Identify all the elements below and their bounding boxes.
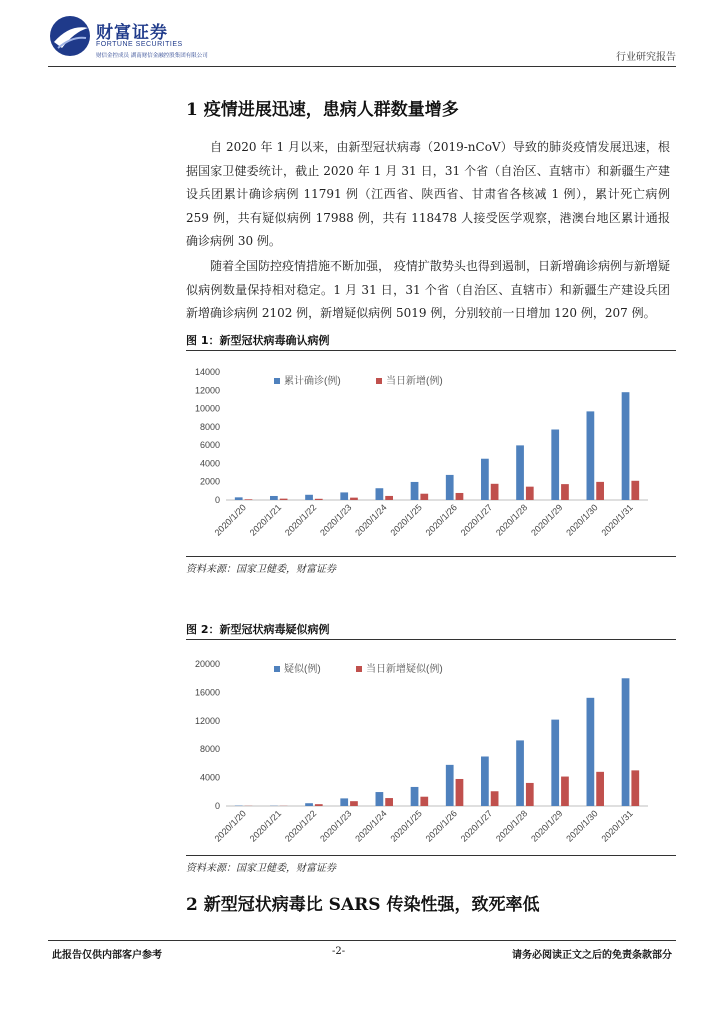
x-tick-label: 2020/1/22 [282, 808, 319, 844]
bar-series-1 [235, 497, 243, 500]
report-type-label: 行业研究报告 [616, 52, 676, 63]
brand-name-en: FORTUNE SECURITIES [96, 41, 183, 48]
figure-2-source: 资料来源：国家卫健委，财富证券 [186, 863, 336, 874]
bar-series-2 [280, 499, 288, 500]
bar-series-1 [340, 492, 348, 500]
bar-series-2 [350, 801, 358, 806]
x-tick-label: 2020/1/29 [529, 808, 565, 844]
x-tick-label: 2020/1/25 [388, 808, 424, 844]
figure-2-bottom-rule [186, 855, 676, 856]
y-tick-label: 8000 [199, 744, 220, 755]
bar-series-2 [631, 481, 639, 500]
legend-label: 当日新增疑似(例) [366, 664, 443, 675]
bar-series-1 [340, 798, 348, 806]
bar-series-2 [561, 484, 569, 500]
bar-series-1 [622, 392, 630, 500]
bar-series-2 [491, 484, 499, 500]
x-tick-label: 2020/1/21 [247, 502, 284, 538]
bar-series-1 [376, 488, 384, 500]
legend-swatch [274, 378, 280, 384]
figure-2-chart [186, 648, 676, 852]
bar-series-1 [305, 495, 313, 500]
figure-1-chart [186, 358, 676, 554]
bar-series-2 [526, 783, 534, 806]
bar-series-2 [456, 779, 464, 806]
x-tick-label: 2020/1/26 [423, 502, 459, 538]
fortune-securities-logo-icon [48, 14, 92, 58]
x-tick-label: 2020/1/25 [388, 502, 424, 538]
legend-swatch [356, 666, 362, 672]
bar-series-2 [456, 493, 464, 500]
bar-series-1 [622, 678, 630, 806]
legend-label: 疑似(例) [284, 664, 321, 675]
header-divider [48, 66, 676, 67]
y-tick-label: 2000 [199, 476, 220, 487]
x-tick-label: 2020/1/23 [318, 502, 354, 538]
figure-1-top-rule [186, 350, 676, 351]
bar-series-2 [596, 772, 604, 806]
y-tick-label: 10000 [194, 403, 220, 414]
bar-series-2 [245, 499, 253, 500]
bar-series-2 [596, 482, 604, 500]
legend-label: 当日新增(例) [386, 376, 443, 387]
bar-series-2 [315, 804, 323, 806]
bar-series-2 [315, 499, 323, 500]
bar-series-2 [561, 777, 569, 806]
x-tick-label: 2020/1/24 [353, 808, 389, 844]
bar-series-2 [350, 498, 358, 500]
figure-2-title: 图 2：新型冠状病毒疑似病例 [186, 623, 330, 636]
section-1-heading: 1 疫情进展迅速，患病人群数量增多 [186, 100, 459, 120]
y-tick-label: 0 [214, 495, 220, 505]
page-header [48, 14, 676, 66]
section-2-heading: 2 新型冠状病毒比 SARS 传染性强，致死率低 [186, 895, 540, 915]
bar-series-1 [481, 756, 489, 806]
bar-series-2 [385, 496, 393, 500]
bar-series-1 [481, 459, 489, 500]
figure-2-top-rule [186, 639, 676, 640]
y-tick-label: 8000 [199, 421, 220, 432]
figure-1-bottom-rule [186, 556, 676, 557]
x-tick-label: 2020/1/26 [423, 808, 459, 844]
bar-series-2 [420, 494, 428, 500]
bar-series-2 [526, 487, 534, 500]
legend-label: 累计确诊(例) [284, 376, 341, 387]
bar-series-1 [551, 720, 559, 806]
section-1-paragraph-1: 自 2020 年 1 月以来，由新型冠状病毒（2019-nCoV）导致的肺炎疫情发展迅速，根据国家卫健委统计，截止 2020 年 1 月 31 日，31 个省（自治区、直辖市）和新疆生产建设兵团累计确诊病例 11791 例（江西省、陕西省、甘肃省各核减 1 例），累计死亡病例 259 例，共有疑似病例 17988 例，共有 118478 人接受医学观察，港澳台地区累计通报确诊病例 30 例。 [186, 140, 670, 248]
brand-name-cn: 财富证券 [96, 23, 168, 43]
y-tick-label: 4000 [199, 458, 220, 469]
page-number: -2- [332, 946, 346, 957]
y-tick-label: 12000 [194, 715, 220, 726]
y-tick-label: 20000 [194, 659, 220, 669]
y-tick-label: 14000 [194, 367, 220, 377]
x-tick-label: 2020/1/28 [493, 808, 530, 844]
x-tick-label: 2020/1/28 [493, 502, 530, 538]
x-tick-label: 2020/1/21 [247, 808, 284, 844]
bar-series-1 [446, 475, 454, 500]
legend-swatch [274, 666, 280, 672]
figure-1-source: 资料来源：国家卫健委，财富证券 [186, 564, 336, 575]
x-tick-label: 2020/1/24 [353, 502, 389, 538]
x-tick-label: 2020/1/31 [599, 502, 635, 538]
bar-series-1 [587, 698, 595, 806]
section-1-paragraph-2: 随着全国防控疫情措施不断加强， 疫情扩散势头也得到遏制，日新增确诊病例与新增疑似病例数量保持相对稳定。1 月 31 日，31 个省（自治区、直辖市）和新疆生产建设兵团新增确诊病例 2102 例，新增疑似病例 5019 例，分别较前一日增加 120 例，207 例。 [186, 259, 670, 320]
bar-series-1 [411, 787, 419, 806]
x-tick-label: 2020/1/30 [564, 502, 600, 538]
y-tick-label: 6000 [199, 440, 220, 451]
bar-series-2 [631, 770, 639, 806]
x-tick-label: 2020/1/20 [212, 808, 248, 844]
x-tick-label: 2020/1/30 [564, 808, 600, 844]
figure-1-title: 图 1：新型冠状病毒确认病例 [186, 334, 330, 347]
y-tick-label: 12000 [194, 385, 220, 396]
x-tick-label: 2020/1/31 [599, 808, 635, 844]
x-tick-label: 2020/1/29 [529, 502, 565, 538]
bar-series-1 [446, 765, 454, 806]
bar-series-1 [516, 445, 524, 500]
legend-swatch [376, 378, 382, 384]
footer-divider [48, 940, 676, 941]
y-tick-label: 0 [214, 801, 220, 811]
bar-series-1 [411, 482, 419, 500]
bar-series-2 [420, 797, 428, 806]
x-tick-label: 2020/1/20 [212, 502, 248, 538]
footer-disclaimer-left: 此报告仅供内部客户参考 [52, 950, 162, 961]
x-tick-label: 2020/1/27 [458, 808, 495, 844]
x-tick-label: 2020/1/23 [318, 808, 354, 844]
brand-tagline: 财信金控成员 湖南财信金融控股集团有限公司 [96, 53, 208, 59]
x-tick-label: 2020/1/22 [282, 502, 319, 538]
footer-disclaimer-right: 请务必阅读正文之后的免责条款部分 [512, 950, 672, 961]
y-tick-label: 16000 [194, 687, 220, 698]
bar-series-1 [270, 496, 278, 500]
bar-series-1 [516, 740, 524, 806]
bar-series-1 [551, 429, 559, 500]
x-tick-label: 2020/1/27 [458, 502, 495, 538]
bar-series-2 [385, 798, 393, 806]
bar-series-1 [305, 803, 313, 806]
bar-series-2 [491, 791, 499, 806]
y-tick-label: 4000 [199, 772, 220, 783]
bar-series-1 [376, 792, 384, 806]
bar-series-1 [587, 411, 595, 500]
